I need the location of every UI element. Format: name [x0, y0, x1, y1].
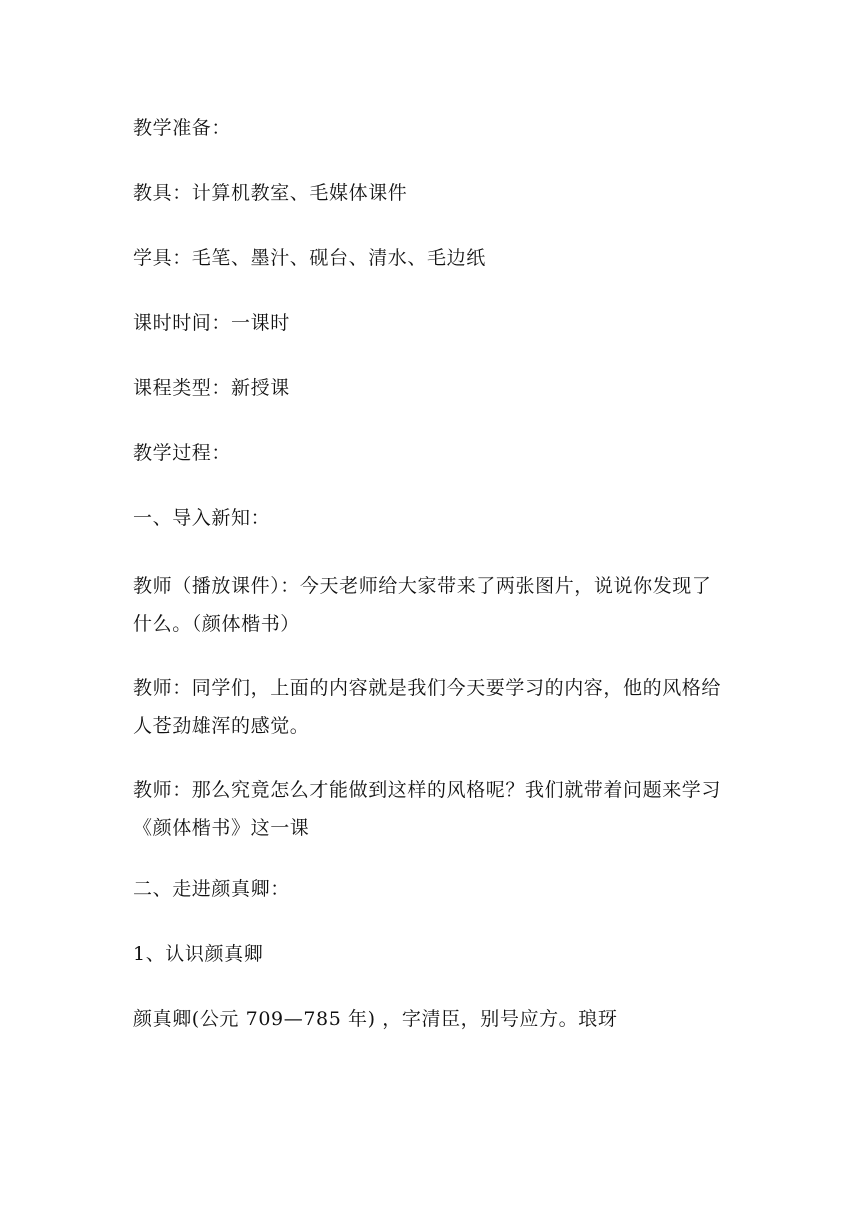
paragraph-teacher-question: 教师：那么究竟怎么才能做到这样的风格呢？我们就带着问题来学习《颜体楷书》这一课 [133, 779, 722, 839]
paragraph-student-tools: 学具：毛笔、墨汁、砚台、清水、毛边纸 [133, 247, 486, 269]
paragraph-class-time: 课时时间：一课时 [133, 312, 290, 334]
paragraph-teacher-style: 教师：同学们，上面的内容就是我们今天要学习的内容，他的风格给人苍劲雄浑的感觉。 [133, 677, 722, 737]
paragraph-teaching-tools: 教具：计算机教室、毛媒体课件 [133, 182, 408, 204]
paragraph-teacher-slides: 教师（播放课件）：今天老师给大家带来了两张图片，说说你发现了什么。（颜体楷书） [133, 575, 712, 635]
paragraph-course-type: 课程类型：新授课 [133, 377, 290, 399]
document-body [133, 112, 723, 1068]
subheading-know-yan-zhenqing: 1、认识颜真卿 [133, 943, 264, 965]
paragraph-teaching-process: 教学过程： [133, 442, 232, 464]
paragraph-biography: 颜真卿(公元 709—785 年) ，字清臣，别号应方。琅玡 [133, 1008, 618, 1030]
section-heading-yan-zhenqing: 二、走进颜真卿： [133, 878, 290, 900]
paragraph-teaching-preparation: 教学准备： [133, 117, 232, 139]
section-heading-introduction: 一、导入新知： [133, 507, 271, 529]
